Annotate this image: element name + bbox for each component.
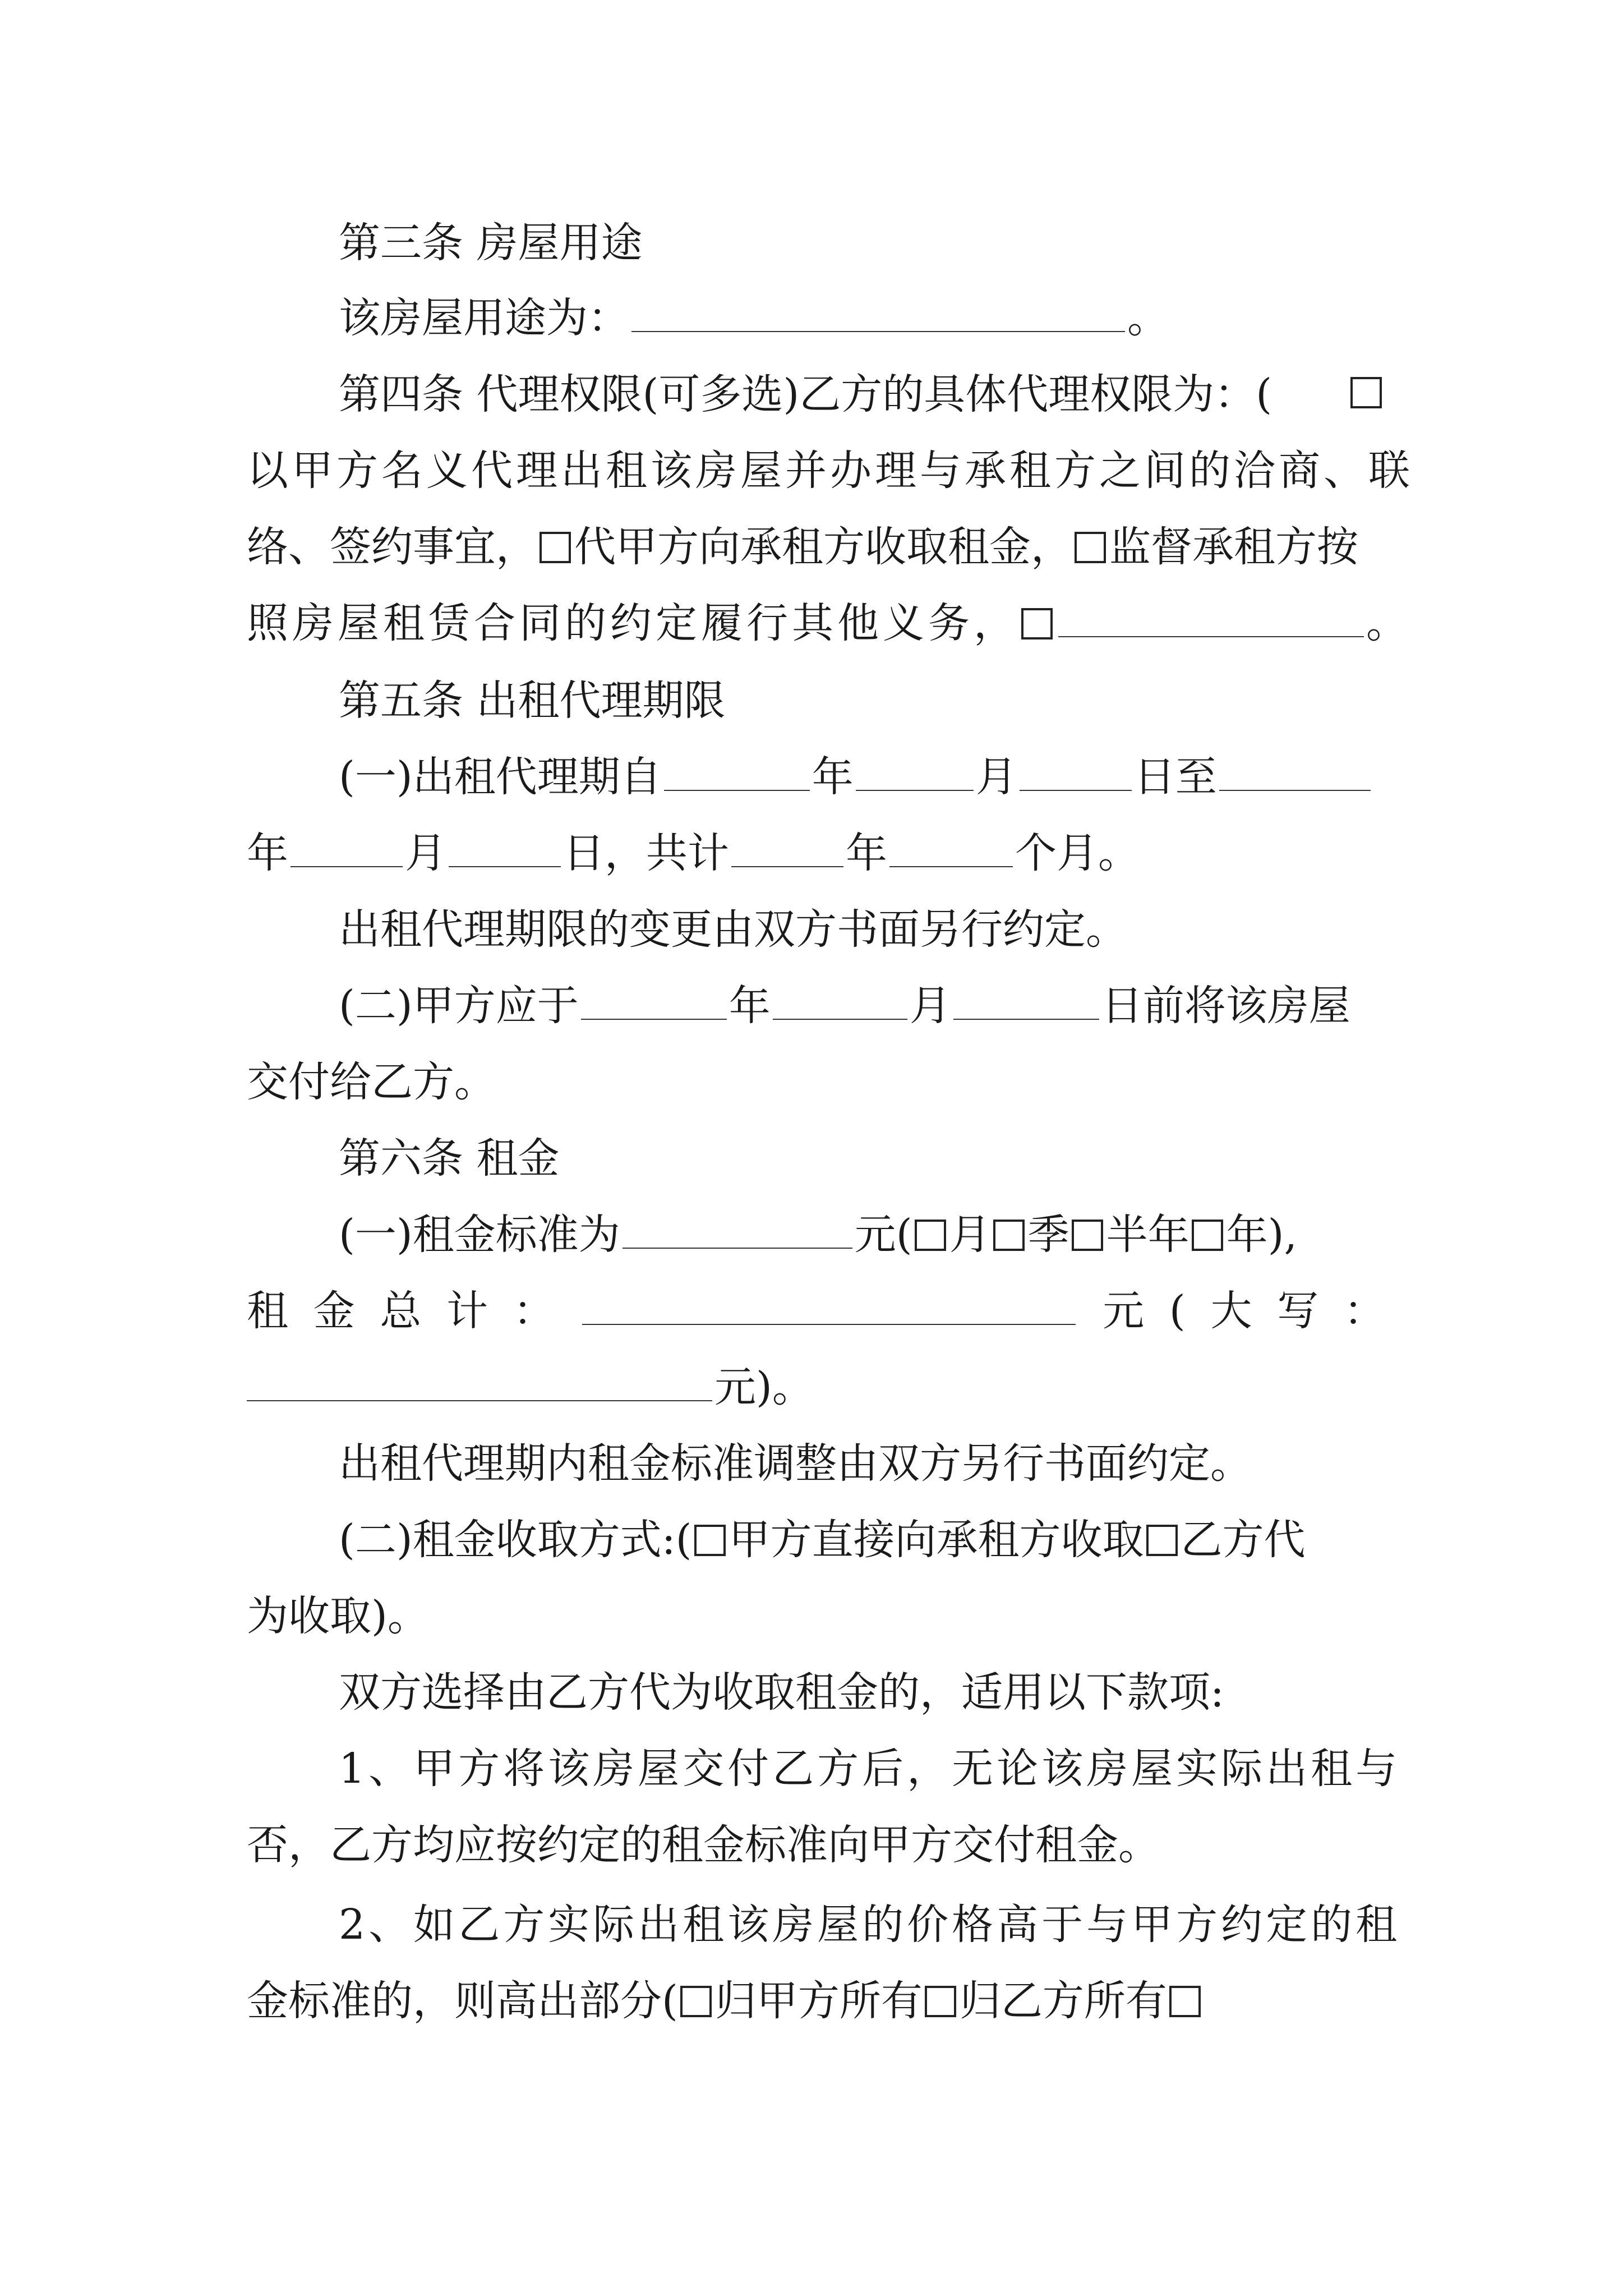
checkbox-half-year[interactable]: [1072, 1220, 1103, 1251]
checkbox-excess-other[interactable]: [1169, 1986, 1201, 2017]
delivery-month-blank[interactable]: [773, 979, 907, 1020]
end-month-blank[interactable]: [291, 827, 403, 867]
checkbox-supervise[interactable]: [1075, 532, 1106, 563]
collection-method-line-2: 为收取)。: [247, 1592, 429, 1640]
term-start-line: (一)出租代理期自 年 月 日至: [339, 746, 1385, 808]
article-4-line-2: 以甲方名义代理出租该房屋并办理与承租方之间的洽商、联: [247, 447, 1413, 495]
delivery-year-blank[interactable]: [581, 979, 727, 1020]
end-day-blank[interactable]: [449, 827, 561, 867]
rent-total-blank[interactable]: [582, 1285, 1076, 1325]
term-change-note: 出租代理期限的变更由双方书面另行约定。: [339, 905, 1127, 954]
start-year-blank[interactable]: [664, 751, 810, 791]
article-4-line-4: 照房屋租赁合同的约定履行其他义务， 。: [247, 592, 1385, 654]
end-year-blank[interactable]: [1219, 751, 1371, 791]
checkbox-other[interactable]: [1021, 608, 1053, 639]
rent-standard-blank[interactable]: [623, 1208, 852, 1249]
collection-method-line: (二)租金收取方式:( 甲方直接向承租方收取 乙方代: [339, 1516, 1306, 1564]
start-month-blank[interactable]: [856, 751, 974, 791]
article-6-heading: 第六条 租金: [339, 1134, 560, 1182]
agent-collect-intro: 双方选择由乙方代为收取租金的，适用以下款项:: [339, 1668, 1224, 1717]
rent-total-line: 租 金 总 计 ： 元 ( 大 写 ：: [247, 1280, 1385, 1342]
checkbox-excess-to-a[interactable]: [680, 1986, 712, 2017]
rent-capital-blank[interactable]: [247, 1361, 712, 1401]
item-1-line-2: 否，乙方均应按约定的租金标准向甲方交付租金。: [247, 1821, 1160, 1869]
term-end-line: 年 月 日，共计 年 个月。: [247, 822, 1385, 884]
checkbox-direct-collect[interactable]: [694, 1525, 726, 1556]
item-1-line-1: 1、甲方将该房屋交付乙方后，无论该房屋实际出租与: [339, 1745, 1401, 1793]
checkbox-monthly[interactable]: [915, 1220, 946, 1251]
item-2-line-1: 2、如乙方实际出租该房屋的价格高于与甲方约定的租: [339, 1901, 1401, 1949]
other-blank[interactable]: [1058, 597, 1364, 637]
usage-line: 该房屋用途为： 。: [339, 287, 1385, 349]
article-5-heading: 第五条 出租代理期限: [339, 677, 726, 725]
article-4-line-3: 络、签约事宜， 代甲方向承租方收取租金， 监督承租方按: [247, 523, 1358, 571]
article-4-line-1: 第四条 代理权限(可多选)乙方的具体代理权限为：(: [339, 364, 1385, 425]
checkbox-agent-collect[interactable]: [1146, 1525, 1178, 1556]
start-day-blank[interactable]: [1020, 751, 1132, 791]
total-years-blank[interactable]: [731, 827, 843, 867]
checkbox-yearly[interactable]: [1192, 1220, 1223, 1251]
checkbox-excess-to-b[interactable]: [925, 1986, 956, 2017]
rent-capital-line: 元)。: [247, 1356, 1385, 1418]
rent-standard-line: (一)租金标准为 元( 月 季 半年 年),: [339, 1204, 1385, 1266]
rent-adjust-note: 出租代理期内租金标准调整由双方另行书面约定。: [339, 1439, 1252, 1488]
checkbox-lease-agent[interactable]: [1350, 377, 1382, 408]
usage-blank[interactable]: [631, 292, 1125, 332]
checkbox-quarterly[interactable]: [993, 1220, 1025, 1251]
delivery-line-2: 交付给乙方。: [247, 1058, 496, 1106]
delivery-day-blank[interactable]: [953, 979, 1099, 1020]
total-months-blank[interactable]: [889, 827, 1013, 867]
checkbox-collect-rent[interactable]: [540, 532, 571, 563]
item-2-line-2: 金标准的，则高出部分( 归甲方所有 归乙方所有: [247, 1970, 1385, 2032]
delivery-line: (二)甲方应于 年 月 日前将该房屋: [339, 975, 1385, 1037]
article-3-heading: 第三条 房屋用途: [339, 219, 643, 267]
